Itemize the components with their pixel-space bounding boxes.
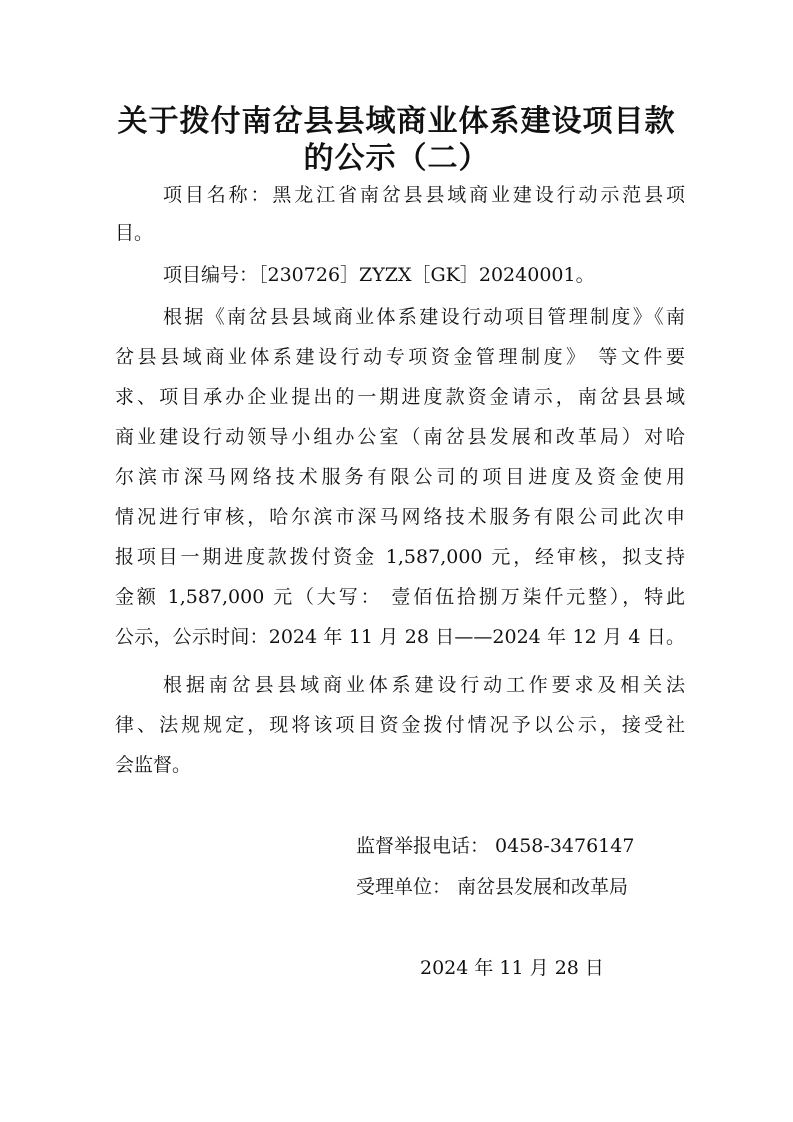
project-name-line-1: 项目名称：黑龙江省南岔县县域商业建设行动示范县项 <box>163 184 685 206</box>
paragraph-1-line-9: 公示，公示时间：2024 年 11 月 28 日——2024 年 12 月 4 日。 <box>115 626 685 648</box>
paragraph-2-line-1: 根据南岔县县域商业体系建设行动工作要求及相关法 <box>163 674 685 696</box>
paragraph-2-line-2: 律、法规规定，现将该项目资金拨付情况予以公示，接受社 <box>115 714 685 736</box>
paragraph-1-line-3: 求、项目承办企业提出的一期进度款资金请示，南岔县县域 <box>115 386 685 408</box>
paragraph-1-line-5: 尔滨市深马网络技术服务有限公司的项目进度及资金使用 <box>115 466 685 488</box>
paragraph-1-line-6: 情况进行审核，哈尔滨市深马网络技术服务有限公司此次申 <box>115 506 685 528</box>
paragraph-1-line-8: 金额 1,587,000 元（大写： 壹佰伍拾捌万柒仟元整），特此 <box>115 586 685 608</box>
hotline: 监督举报电话： 0458-3476147 <box>356 835 635 857</box>
document-title-line-2: 的公示（二） <box>303 141 490 176</box>
paragraph-1-line-1: 根据《南岔县县域商业体系建设行动项目管理制度》《南 <box>163 306 685 328</box>
paragraph-2-line-3: 会监督。 <box>115 754 192 776</box>
paragraph-1-line-7: 报项目一期进度款拨付资金 1,587,000 元，经审核，拟支持 <box>115 546 685 568</box>
paragraph-1-line-2: 岔县县域商业体系建设行动专项资金管理制度》 等文件要 <box>115 346 685 368</box>
project-name-line-2: 目。 <box>115 222 154 244</box>
project-number: 项目编号：［230726］ZYZX［GK］20240001。 <box>163 264 595 286</box>
document-date: 2024 年 11 月 28 日 <box>420 957 604 979</box>
document-title-line-1: 关于拨付南岔县县域商业体系建设项目款 <box>117 104 676 139</box>
accepting-office: 受理单位： 南岔县发展和改革局 <box>356 876 629 898</box>
paragraph-1-line-4: 商业建设行动领导小组办公室（南岔县发展和改革局）对哈 <box>115 426 685 448</box>
